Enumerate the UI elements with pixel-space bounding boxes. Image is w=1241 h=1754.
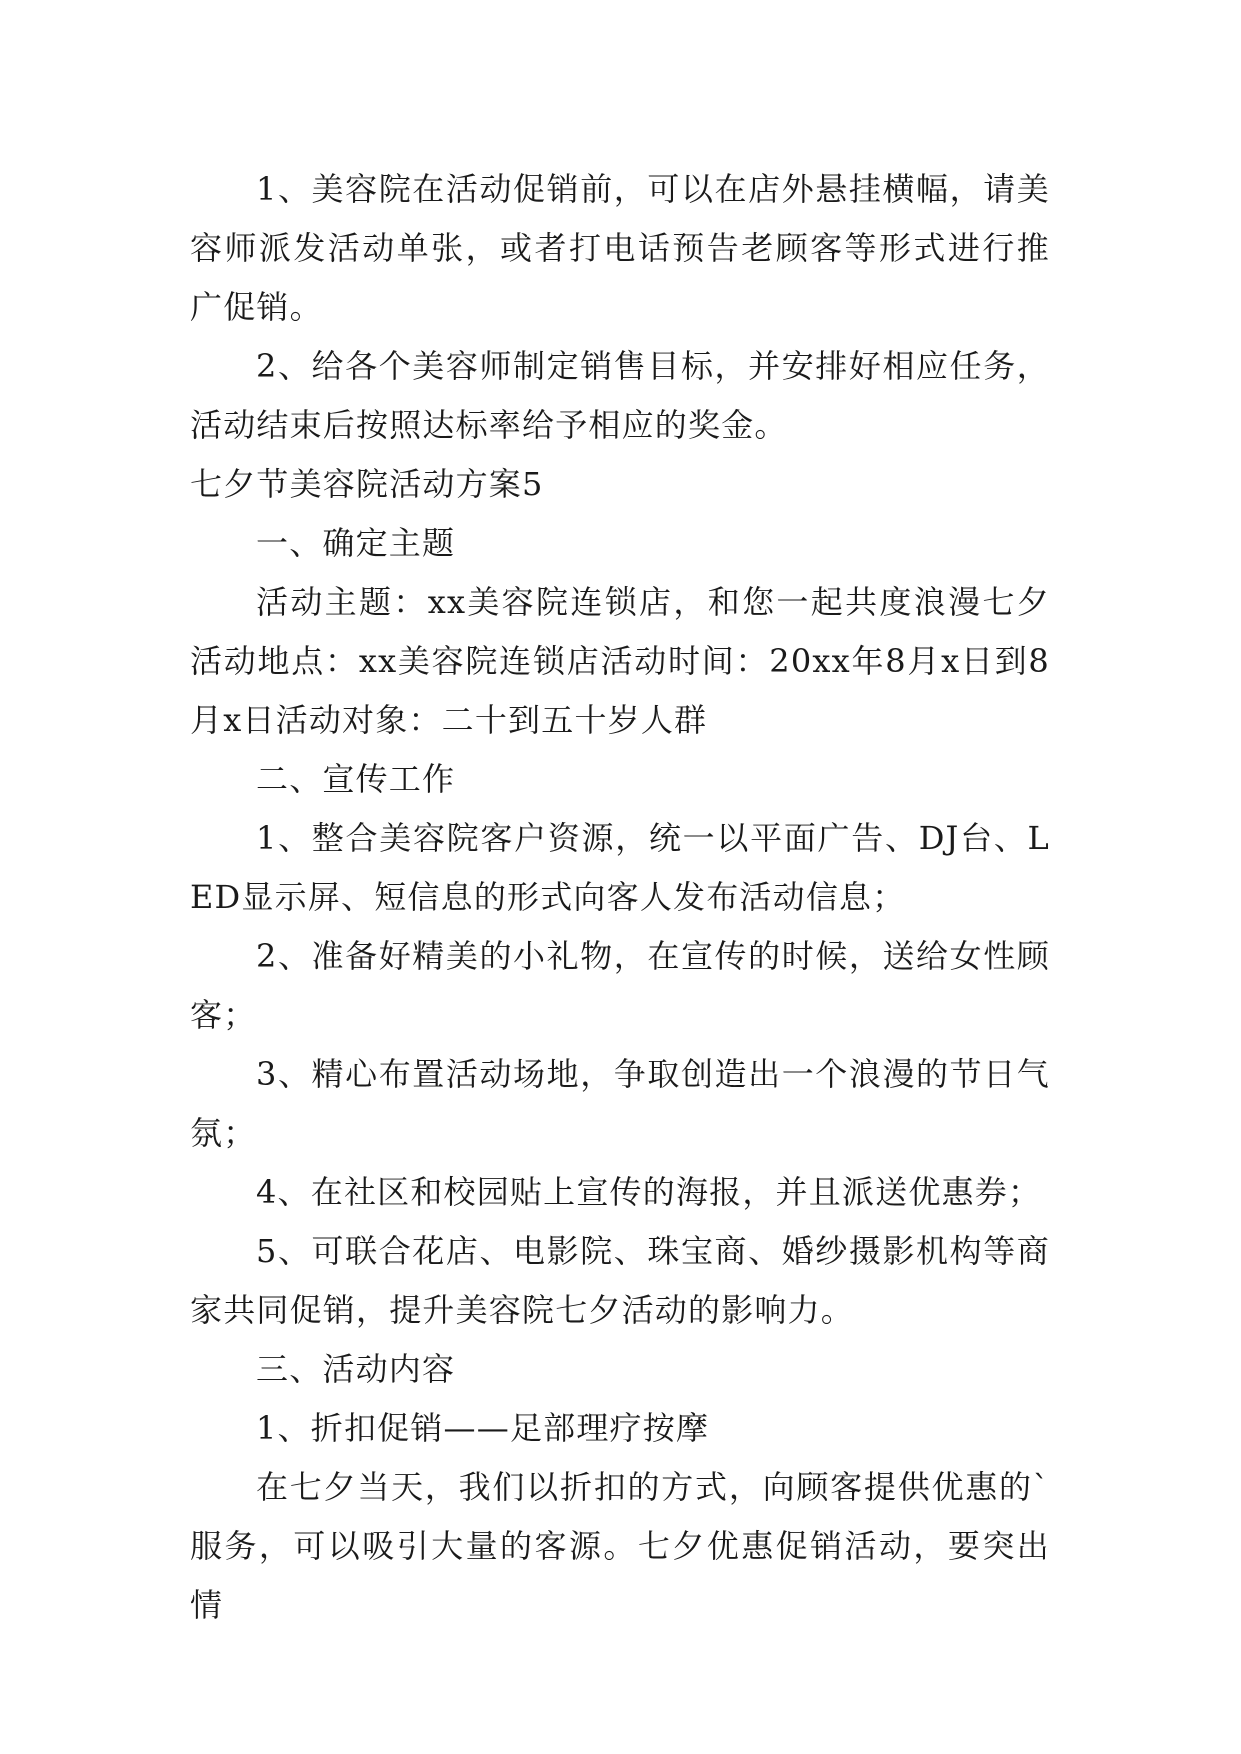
paragraph-publicity-4: 4、在社区和校园贴上宣传的海报，并且派送优惠券； bbox=[256, 1173, 1042, 1211]
paragraph-publicity-2: 2、准备好精美的小礼物，在宣传的时候，送给女性顾客； bbox=[190, 937, 1050, 1034]
paragraph-qixi-discount: 在七夕当天，我们以折扣的方式，向顾客提供优惠的`服务，可以吸引大量的客源。七夕优惠促销活动，要突出情 bbox=[190, 1468, 1050, 1624]
heading-publicity-work: 二、宣传工作 bbox=[256, 760, 456, 798]
document-body bbox=[190, 160, 1050, 1635]
heading-activity-content: 三、活动内容 bbox=[256, 1350, 456, 1388]
heading-confirm-theme: 一、确定主题 bbox=[256, 524, 456, 562]
paragraph-discount-promotion: 1、折扣促销——足部理疗按摩 bbox=[256, 1409, 710, 1447]
paragraph-publicity-5: 5、可联合花店、电影院、珠宝商、婚纱摄影机构等商家共同促销，提升美容院七夕活动的影响力。 bbox=[190, 1232, 1050, 1329]
paragraph-publicity-3: 3、精心布置活动场地，争取创造出一个浪漫的节日气氛； bbox=[190, 1055, 1050, 1152]
paragraph-publicity-1: 1、整合美容院客户资源，统一以平面广告、DJ台、LED显示屏、短信息的形式向客人发布活动信息； bbox=[190, 819, 1050, 916]
paragraph-promotion-banner: 1、美容院在活动促销前，可以在店外悬挂横幅，请美容师派发活动单张，或者打电话预告老顾客等形式进行推广促销。 bbox=[190, 170, 1050, 326]
paragraph-sales-target: 2、给各个美容师制定销售目标，并安排好相应任务，活动结束后按照达标率给予相应的奖金。 bbox=[190, 347, 1050, 444]
section-title: 七夕节美容院活动方案5 bbox=[190, 465, 544, 503]
paragraph-activity-theme: 活动主题：xx美容院连锁店，和您一起共度浪漫七夕活动地点：xx美容院连锁店活动时间：20xx年8月x日到8月x日活动对象：二十到五十岁人群 bbox=[190, 583, 1050, 739]
